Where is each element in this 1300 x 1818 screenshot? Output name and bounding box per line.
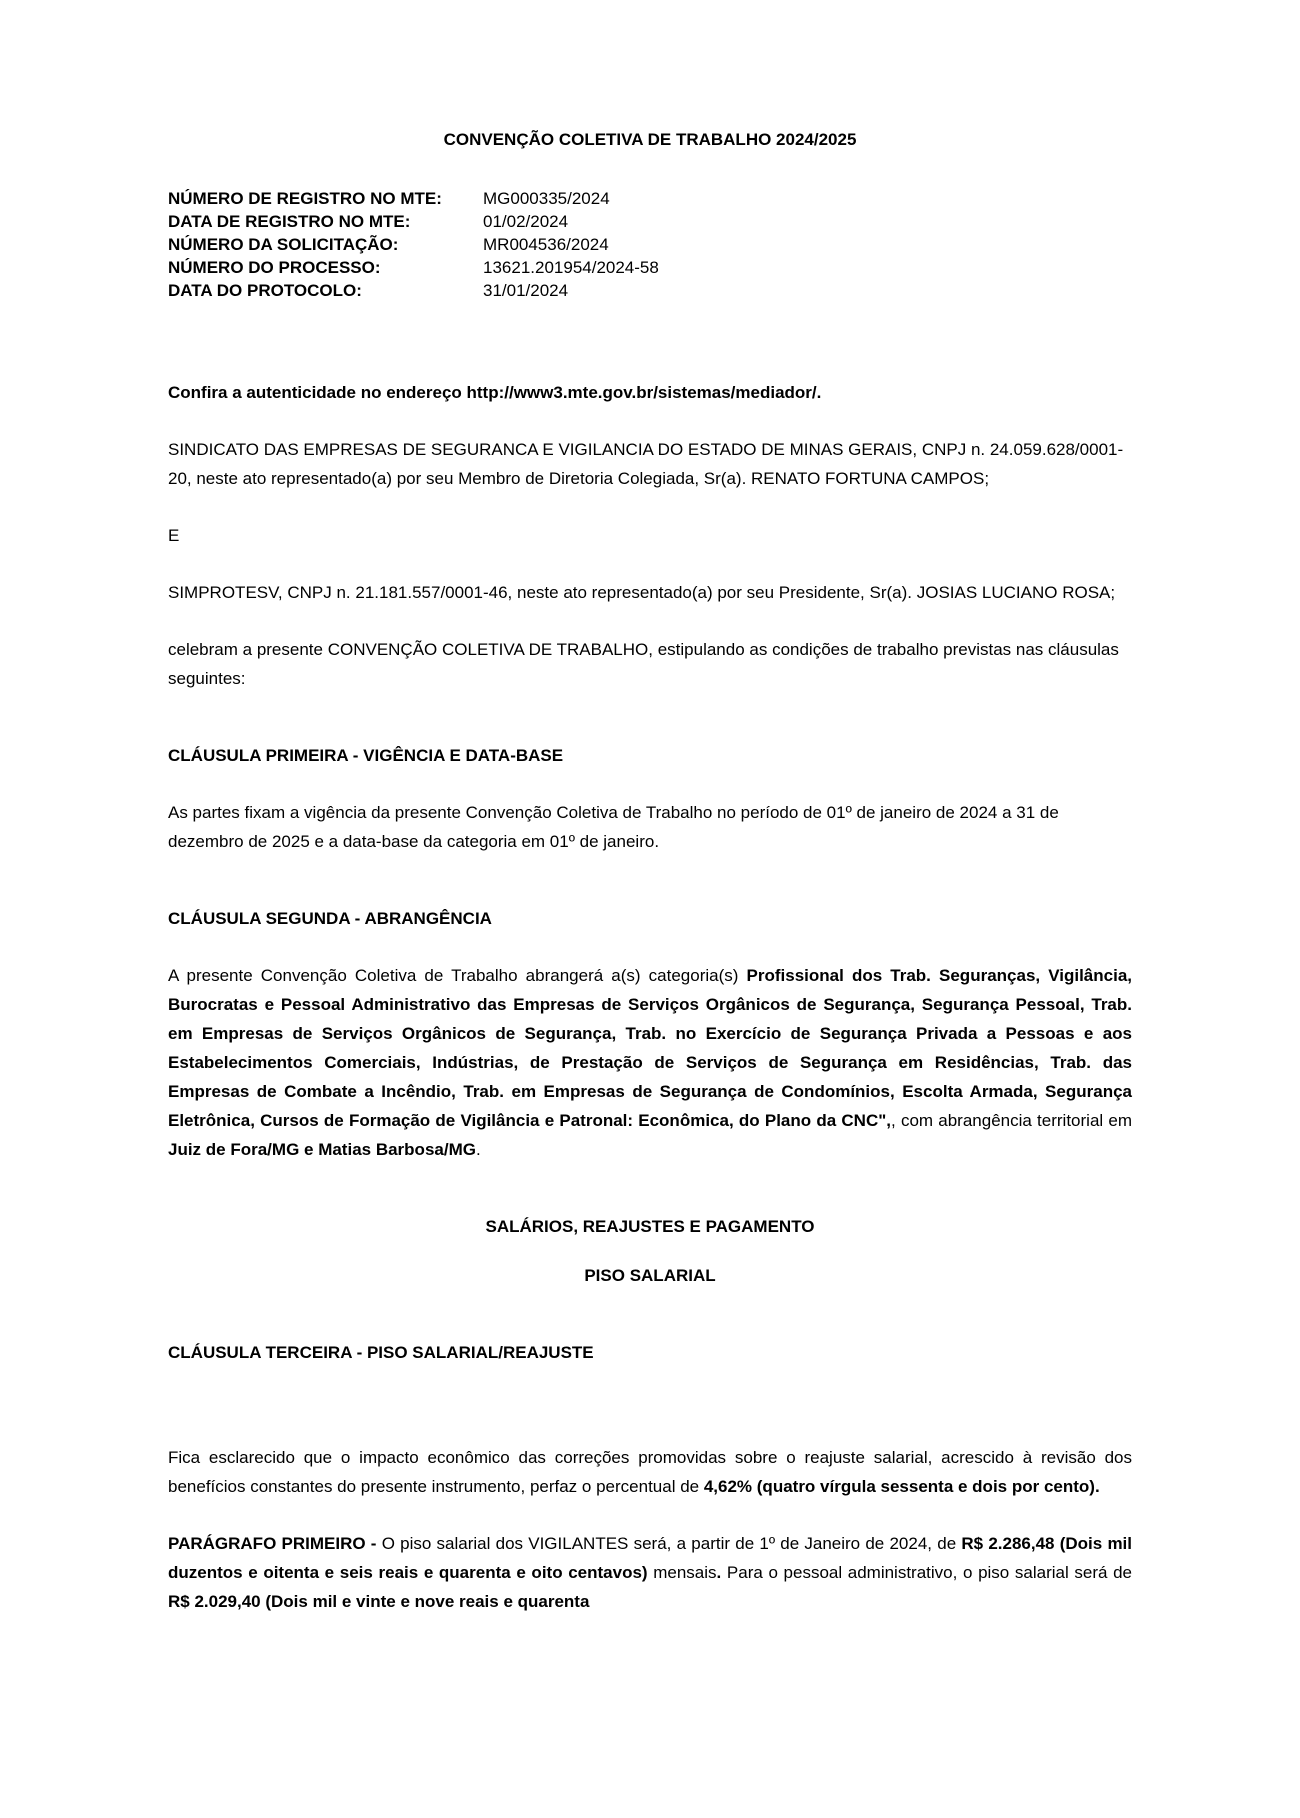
clause-third-paragraph-first [168, 1529, 1132, 1616]
paragraph-first-run-6: R$ 2.029,40 (Dois mil e vinte e nove reais e quarenta [168, 1592, 590, 1611]
authenticity-notice: Confira a autenticidade no endereço http://www3.mte.gov.br/sistemas/mediador/. [168, 383, 822, 402]
registration-field-row [168, 256, 1132, 279]
clause-second-heading: CLÁUSULA SEGUNDA - ABRANGÊNCIA [168, 909, 492, 928]
clause-third-intro [168, 1443, 1132, 1501]
clause-second-run-0: A presente Convenção Coletiva de Trabalho abrangerá a(s) categoria(s) [168, 966, 747, 985]
workers-union-paragraph: SIMPROTESV, CNPJ n. 21.181.557/0001-46, neste ato representado(a) por seu Presidente, Sr(a). JOSIAS LUCIANO ROSA; [168, 583, 1116, 602]
document-title: CONVENÇÃO COLETIVA DE TRABALHO 2024/2025 [443, 130, 857, 149]
clause-first-body: As partes fixam a vigência da presente Convenção Coletiva de Trabalho no período de 01º de janeiro de 2024 a 31 de dezembro de 2025 e a data-base da categoria em 01º de janeiro. [168, 803, 1059, 851]
registration-field-row [168, 279, 1132, 302]
clause-third-heading: CLÁUSULA TERCEIRA - PISO SALARIAL/REAJUSTE [168, 1343, 594, 1362]
clause-third-intro-run-0: Fica esclarecido que o impacto econômico das correções promovidas sobre o reajuste salarial, acrescido à revisão dos benefícios constantes do presente instrumento, perfaz o percentual de [168, 1448, 1132, 1496]
section-group-heading: SALÁRIOS, REAJUSTES E PAGAMENTO [485, 1217, 815, 1236]
registration-field-row [168, 187, 1132, 210]
connector-paragraph: E [168, 526, 180, 545]
clause-second-run-2: , com abrangência territorial em [891, 1111, 1132, 1130]
clause-first-heading: CLÁUSULA PRIMEIRA - VIGÊNCIA E DATA-BASE [168, 746, 564, 765]
paragraph-first-run-3: mensais [647, 1563, 717, 1582]
clause-second-run-3: Juiz de Fora/MG e Matias Barbosa/MG [168, 1140, 476, 1159]
field-value-registro-data: 01/02/2024 [483, 212, 569, 231]
clause-second-run-4: . [475, 1140, 481, 1159]
field-value-processo: 13621.201954/2024-58 [483, 258, 659, 277]
field-label-protocolo: DATA DO PROTOCOLO: [168, 281, 362, 300]
paragraph-first-run-1: O piso salarial dos VIGILANTES será, a partir de 1º de Janeiro de 2024, de [381, 1534, 962, 1553]
field-value-protocolo: 31/01/2024 [483, 281, 569, 300]
registration-field-row [168, 210, 1132, 233]
employer-union-paragraph: SINDICATO DAS EMPRESAS DE SEGURANCA E VIGILANCIA DO ESTADO DE MINAS GERAIS, CNPJ n. 24.059.628/0001-20, neste ato representado(a) por seu Membro de Diretoria Colegiada, Sr(a). RENATO FORTUNA CAMPOS; [168, 440, 1124, 488]
registration-field-row [168, 233, 1132, 256]
clause-second-body [168, 961, 1132, 1164]
registration-fields [168, 187, 1132, 302]
field-value-registro-numero: MG000335/2024 [483, 189, 610, 208]
clause-second-run-1: Profissional dos Trab. Seguranças, Vigilância, Burocratas e Pessoal Administrativo das Empresas de Serviços Orgânicos de Segurança, Segurança Pessoal, Trab. em Empresas de Serviços Orgânicos de Segurança, Trab. no Exercício de Segurança Privada a Pessoas e aos Estabelecimentos Comerciais, Indústrias, de Prestação de Serviços de Segurança em Residências, Trab. das Empresas de Combate a Incêndio, Trab. em Empresas de Segurança de Condomínios, Escolta Armada, Segurança Eletrônica, Cursos de Formação de Vigilância e Patronal: Econômica, do Plano da CNC", [168, 966, 1133, 1130]
field-label-registro-numero: NÚMERO DE REGISTRO NO MTE: [168, 189, 442, 208]
celebration-paragraph: celebram a presente CONVENÇÃO COLETIVA DE TRABALHO, estipulando as condições de trabalho previstas nas cláusulas seguintes: [168, 640, 1119, 688]
paragraph-first-run-2: R$ 2.286,48 (Dois mil duzentos e oitenta e seis reais e quarenta e oito centavos) [168, 1534, 1133, 1582]
section-heading: PISO SALARIAL [584, 1266, 716, 1285]
field-label-processo: NÚMERO DO PROCESSO: [168, 258, 381, 277]
field-label-registro-data: DATA DE REGISTRO NO MTE: [168, 212, 411, 231]
field-value-solicitacao: MR004536/2024 [483, 235, 609, 254]
paragraph-first-run-4: . [716, 1563, 722, 1582]
paragraph-first-run-0: PARÁGRAFO PRIMEIRO - [168, 1534, 382, 1553]
clause-third-intro-run-1: 4,62% (quatro vírgula sessenta e dois por cento). [703, 1477, 1100, 1496]
paragraph-first-run-5: Para o pessoal administrativo, o piso salarial será de [721, 1563, 1132, 1582]
field-label-solicitacao: NÚMERO DA SOLICITAÇÃO: [168, 235, 399, 254]
